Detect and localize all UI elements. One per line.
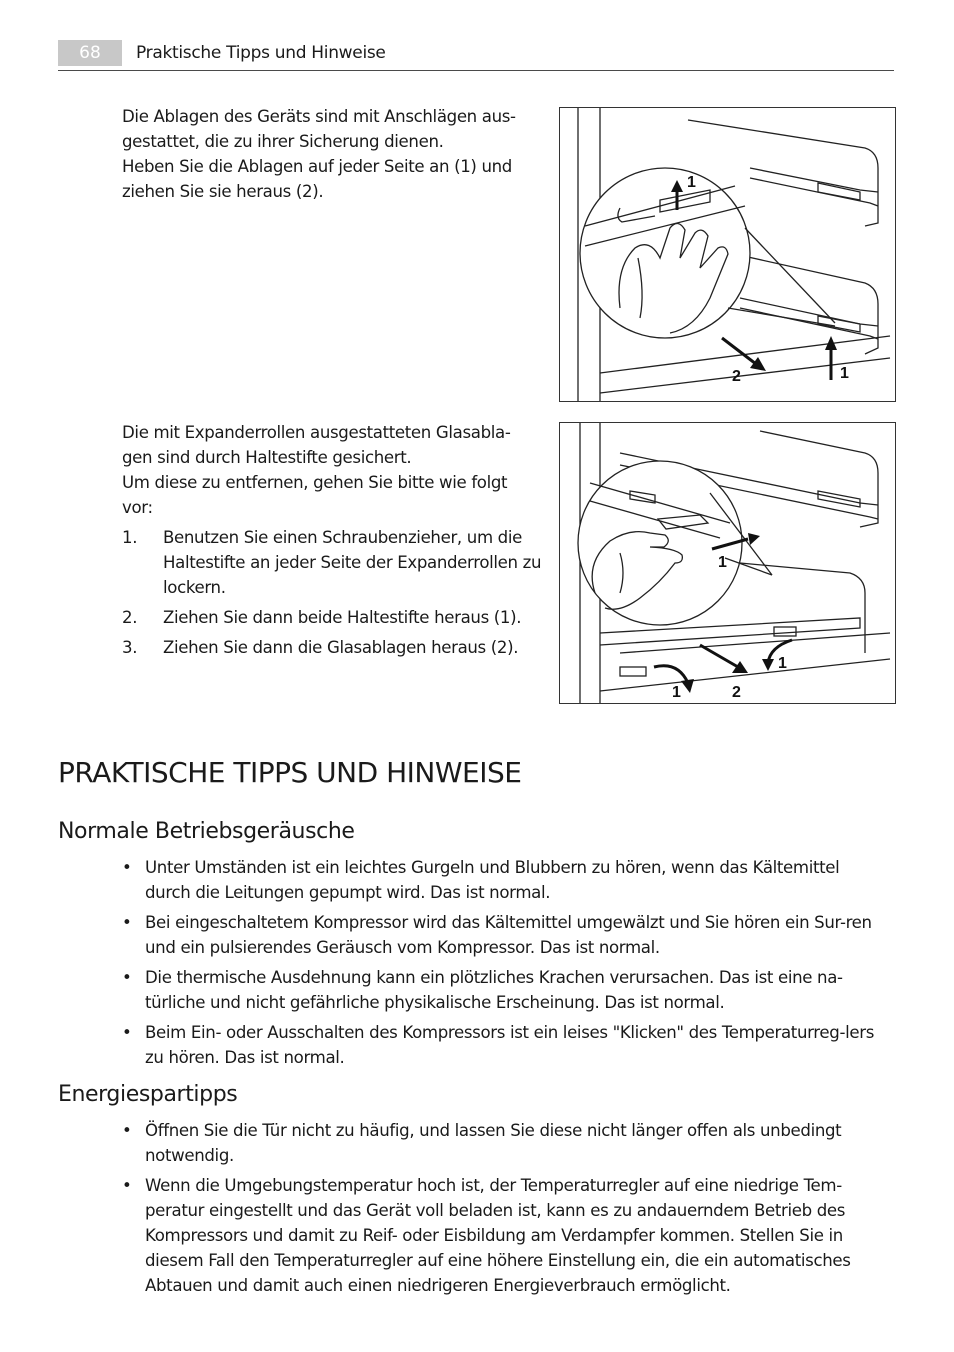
header-title: Praktische Tipps und Hinweise [136, 43, 386, 63]
list-item: • Unter Umständen ist ein leichtes Gurgeln und Blubbern zu hören, wenn das Kältemittel durch die Leitungen gepumpt wird. Das ist normal. [122, 855, 888, 905]
energy-bullet-list [122, 1118, 888, 1303]
step-number: 3. [122, 638, 138, 657]
step-number: 1. [122, 528, 138, 547]
figure-label-2: 2 [732, 684, 741, 701]
list-item: • Bei eingeschaltetem Kompressor wird das Kältemittel umgewälzt und Sie hören ein Sur-ren und ein pulsierendes Geräusch vom Kompressor. Das ist normal. [122, 910, 888, 960]
glass-shelf-figure [559, 422, 896, 704]
page-number: 68 [58, 40, 122, 66]
text-line: vor: [122, 498, 153, 517]
noise-bullet-list [122, 855, 888, 1075]
text-line: Um diese zu entfernen, gehen Sie bitte wie folgt [122, 473, 508, 492]
list-item: • Öffnen Sie die Tür nicht zu häufig, und lassen Sie diese nicht länger offen als unbedingt notwendig. [122, 1118, 888, 1168]
text-line: Die mit Expanderrollen ausgestatteten Glasabla- [122, 423, 511, 442]
step-text: Ziehen Sie dann die Glasablagen heraus (2). [163, 638, 519, 657]
glass-shelf-illustration [560, 423, 895, 703]
step-item [122, 605, 542, 630]
list-item: • Beim Ein- oder Ausschalten des Kompressors ist ein leises "Klicken" des Temperaturreg-lers zu hören. Das ist normal. [122, 1020, 888, 1070]
figure-label-1: 1 [687, 174, 696, 191]
figure-label-1b: 1 [672, 684, 681, 701]
text-line: gen sind durch Haltestifte gesichert. [122, 448, 412, 467]
text-line: Die Ablagen des Geräts sind mit Anschlägen aus- [122, 107, 516, 126]
energy-heading: Energiespartipps [58, 1082, 238, 1107]
glass-shelf-text [122, 420, 542, 520]
text-line: ziehen Sie sie heraus (2). [122, 182, 324, 201]
shelf-removal-text [122, 104, 542, 204]
figure-label-1c: 1 [778, 655, 787, 672]
step-number: 2. [122, 608, 138, 627]
step-text: Benutzen Sie einen Schraubenzieher, um die Haltestifte an jeder Seite der Expanderrollen zu lockern. [163, 528, 542, 597]
list-item: • Die thermische Ausdehnung kann ein plötzliches Krachen verursachen. Das ist eine na-türliche und nicht gefährliche physikalische Erscheinung. Das ist normal. [122, 965, 888, 1015]
text-line: gestattet, die zu ihrer Sicherung dienen. [122, 132, 444, 151]
text-line: Heben Sie die Ablagen auf jeder Seite an (1) und [122, 157, 512, 176]
noise-heading: Normale Betriebsgeräusche [58, 819, 355, 844]
step-item [122, 635, 542, 660]
figure-label-2: 2 [732, 368, 741, 385]
shelf-removal-figure [559, 107, 896, 402]
step-list [122, 525, 542, 665]
shelf-illustration [560, 108, 895, 401]
list-item: • Wenn die Umgebungstemperatur hoch ist, der Temperaturregler auf eine niedrige Tem-peratur eingestellt und das Gerät voll beladen ist, kann es zu andauerndem Betrieb des Kompressors und damit zu Reif- oder Eisbildung am Verdampfer kommen. Stellen Sie in diesem Fall den Temperaturregler auf eine höhere Einstellung ein, die ein automatisches Abtauen und damit auch einen niedrigeren Energieverbrauch ermöglicht. [122, 1173, 888, 1298]
section-title: PRAKTISCHE TIPPS UND HINWEISE [58, 756, 522, 789]
figure-label-1b: 1 [840, 365, 849, 382]
step-text: Ziehen Sie dann beide Haltestifte heraus (1). [163, 608, 522, 627]
figure-label-1: 1 [718, 554, 727, 571]
page-header [58, 38, 894, 71]
step-item [122, 525, 542, 600]
